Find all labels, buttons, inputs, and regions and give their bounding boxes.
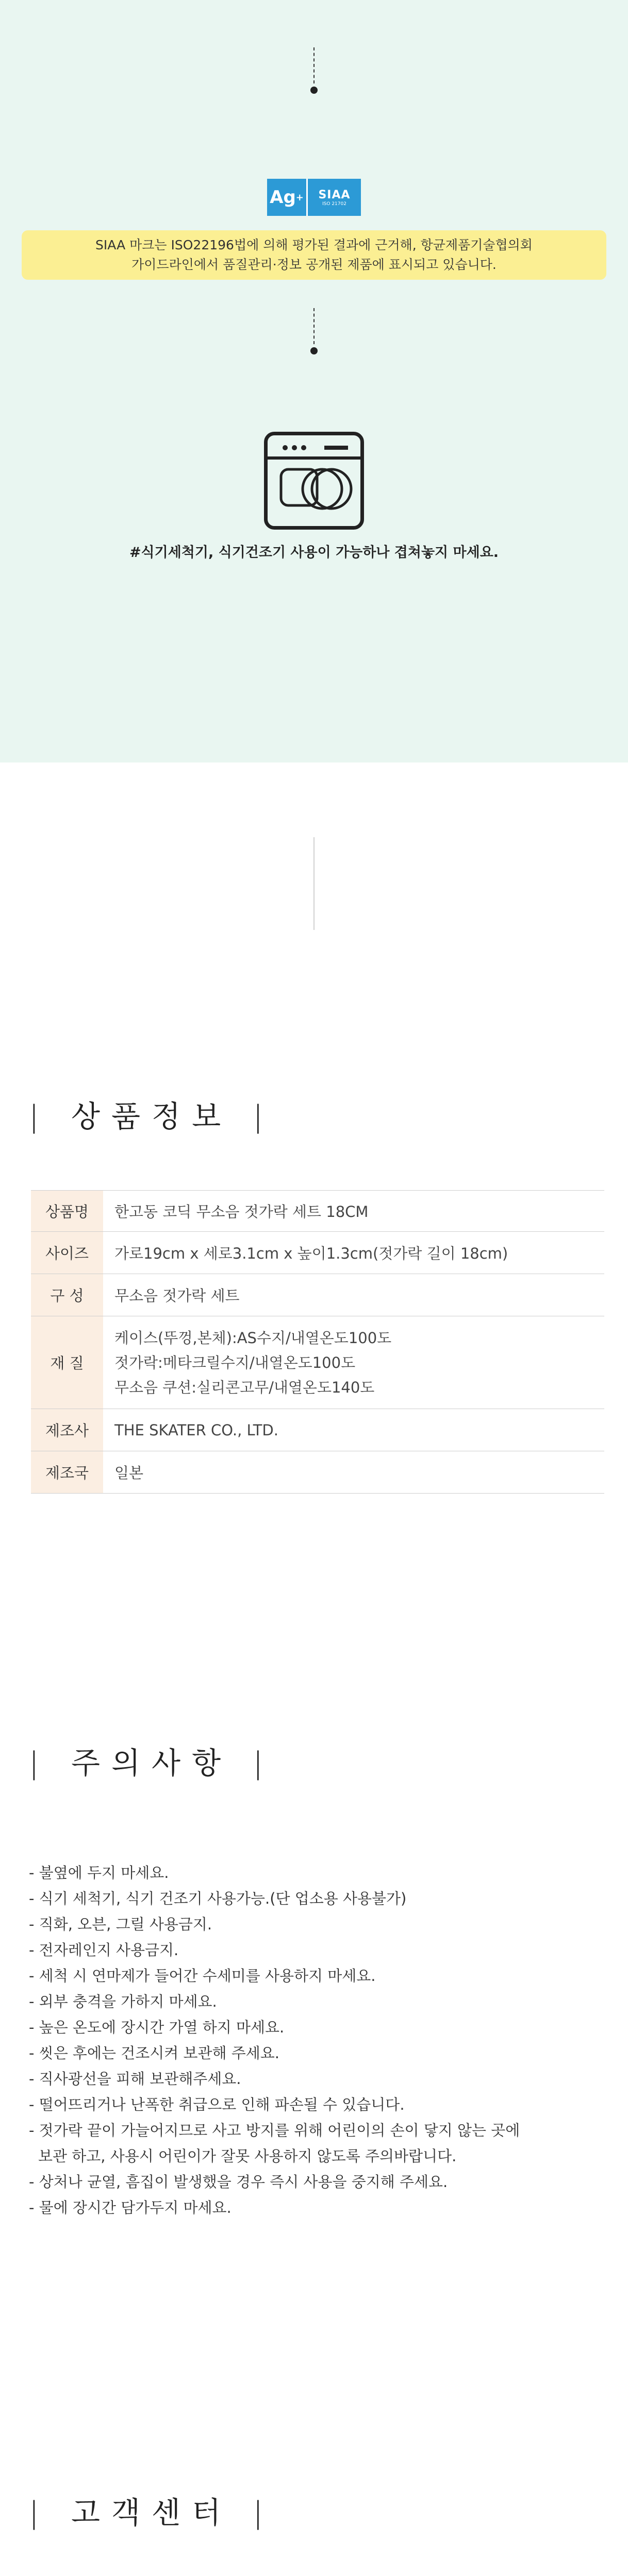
siaa-mark: SIAA ISO 21702: [306, 179, 361, 216]
antibacterial-section: [0, 0, 628, 762]
list-item: - 전자레인지 사용금지.: [29, 1941, 179, 1959]
material-line: 젓가락:메타크릴수지/내열온도100도: [114, 1353, 356, 1371]
connector-dot: [310, 87, 318, 94]
row-key: 제조국: [31, 1451, 103, 1494]
dashed-connector: [313, 47, 315, 83]
row-key: 재 질: [31, 1316, 103, 1409]
siaa-note-line: 가이드라인에서 품질관리·정보 공개된 제품에 표시되고 있습니다.: [131, 257, 497, 272]
customer-center-title: | 고객센터 |: [29, 2495, 275, 2530]
list-item: - 직화, 오븐, 그릴 사용금지.: [29, 1916, 212, 1933]
cautions-title: | 주의사항 |: [29, 1745, 275, 1781]
siaa-notice-box: [22, 230, 606, 280]
table-row: [31, 1316, 604, 1409]
row-value: 일본: [103, 1451, 604, 1494]
table-row: [31, 1191, 604, 1232]
connector-dot: [310, 347, 318, 354]
material-line: 케이스(뚜껑,본체):AS수지/내열온도100도: [114, 1329, 392, 1347]
list-item: - 높은 온도에 장시간 가열 하지 마세요.: [29, 2019, 285, 2036]
table-row: [31, 1274, 604, 1316]
dashed-connector: [313, 308, 315, 344]
row-key: 제조사: [31, 1409, 103, 1451]
list-item: - 떨어뜨리거나 난폭한 취급으로 인해 파손될 수 있습니다.: [29, 2096, 405, 2113]
row-value: THE SKATER CO., LTD.: [103, 1409, 604, 1451]
row-key: 사이즈: [31, 1232, 103, 1274]
list-item: - 불옆에 두지 마세요.: [29, 1864, 169, 1882]
list-item: - 직사광선을 피해 보관해주세요.: [29, 2070, 241, 2088]
list-item: - 상처나 균열, 흠집이 발생했을 경우 즉시 사용을 중지해 주세요.: [29, 2173, 448, 2191]
cautions-list: [29, 1860, 606, 2221]
row-key: 상품명: [31, 1191, 103, 1232]
product-info-title: | 상품정보 |: [29, 1099, 275, 1134]
list-item: - 외부 충격을 가하지 마세요.: [29, 1993, 217, 2010]
row-key: 구 성: [31, 1274, 103, 1316]
table-row: [31, 1232, 604, 1274]
list-item: - 물에 장시간 담가두지 마세요.: [29, 2199, 232, 2216]
row-value: 무소음 젓가락 세트: [103, 1274, 604, 1316]
list-item: - 씻은 후에는 건조시켜 보관해 주세요.: [29, 2044, 279, 2062]
siaa-logo: [267, 179, 361, 216]
table-row: [31, 1409, 604, 1451]
dishwasher-note: #식기세척기, 식기건조기 사용이 가능하나 겹쳐놓지 마세요.: [129, 545, 499, 561]
dishwasher-icon: [264, 432, 364, 530]
list-item: - 젓가락 끝이 가늘어지므로 사고 방지를 위해 어린이의 손이 닿지 않는 곳에: [29, 2122, 520, 2139]
product-info-table: [31, 1190, 604, 1494]
siaa-note-line: SIAA 마크는 ISO22196법에 의해 평가된 결과에 근거해, 항균제품기술협의회: [95, 238, 533, 252]
list-item: - 세척 시 연마제가 들어간 수세미를 사용하지 마세요.: [29, 1967, 376, 1985]
list-item: 보관 하고, 사용시 어린이가 잘못 사용하지 않도록 주의바랍니다.: [38, 2147, 457, 2165]
material-line: 무소음 쿠션:실리콘고무/내열온도140도: [114, 1378, 375, 1396]
list-item: - 식기 세척기, 식기 건조기 사용가능.(단 업소용 사용불가): [29, 1890, 407, 1907]
table-row: [31, 1451, 604, 1494]
divider-line: [313, 837, 315, 930]
row-value: 가로19cm x 세로3.1cm x 높이1.3cm(젓가락 길이 18cm): [103, 1232, 604, 1274]
siaa-ag-mark: Ag +: [267, 179, 306, 216]
row-value: 한고동 코딕 무소음 젓가락 세트 18CM: [103, 1191, 604, 1232]
